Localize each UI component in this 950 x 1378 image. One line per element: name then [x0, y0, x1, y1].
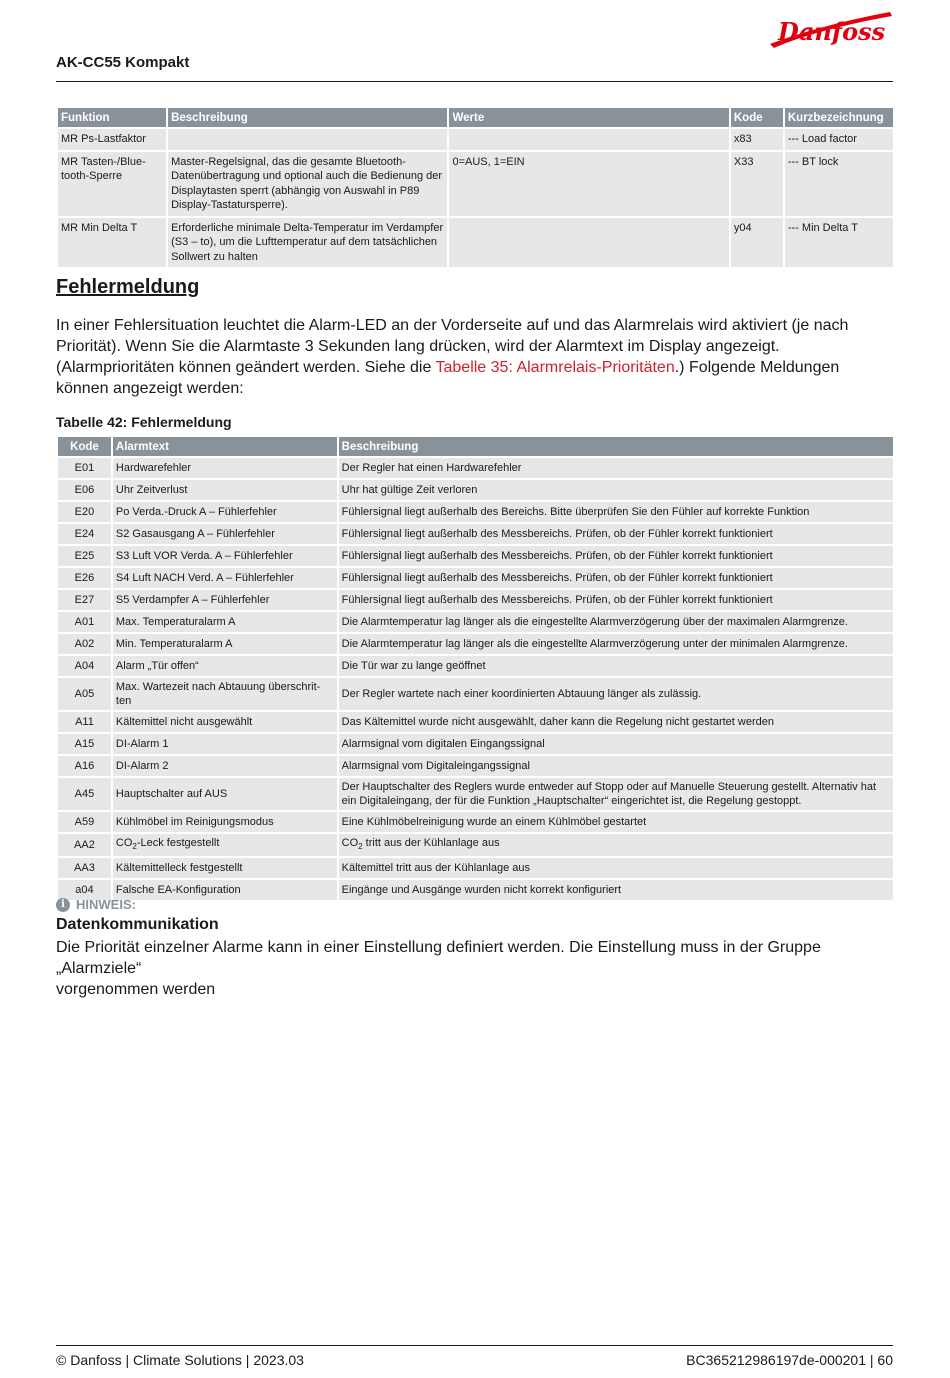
- table-row: [58, 656, 893, 676]
- table-cell: $CO_2$ tritt aus der Kühlanlage aus: [339, 834, 893, 856]
- table-caption: Tabelle 42: Fehlermeldung: [56, 414, 232, 430]
- svg-text:Danfoss: Danfoss: [778, 17, 886, 46]
- info-icon: i: [56, 898, 70, 912]
- table-row: [58, 634, 893, 654]
- table-cell: MR Tasten-/Blue-tooth-Sperre: [58, 152, 166, 216]
- table-cell: Eingänge und Ausgänge wurden nicht korrekt konfiguriert: [339, 880, 893, 900]
- table-row: [58, 756, 893, 776]
- table-cell: S3 Luft VOR Verda. A – Fühlerfehler: [113, 546, 337, 566]
- table-cell: Uhr Zeitverlust: [113, 480, 337, 500]
- table-row: [58, 152, 893, 216]
- column-header: Kode: [731, 108, 783, 127]
- table-cell: A05: [58, 678, 111, 710]
- table-row: [58, 568, 893, 588]
- paragraph-text: In einer Fehlersituation leuchtet die Alarm-LED an der Vorderseite auf und das Alarmrelais wird aktiviert (je nach Priorität). Wenn Sie die Alarmtaste 3 Sekunden lang drücken, wird der Alarmtext im Display angezeigt. (Alarmprioritäten können geändert werden. Siehe die: [56, 317, 849, 376]
- table-cell: E25: [58, 546, 111, 566]
- table-cell: E26: [58, 568, 111, 588]
- table-row: [58, 834, 893, 856]
- table-row: [58, 880, 893, 900]
- table-cell: MR Ps-Lastfaktor: [58, 129, 166, 150]
- table-cell: Kältemittelleck festgestellt: [113, 858, 337, 878]
- table-cell: S2 Gasausgang A – Fühlerfehler: [113, 524, 337, 544]
- column-header: Kurzbezeichnung: [785, 108, 893, 127]
- table-cell: E20: [58, 502, 111, 522]
- table-cell: A02: [58, 634, 111, 654]
- table-cell: A59: [58, 812, 111, 832]
- table-cell: A01: [58, 612, 111, 632]
- note-label-text: HINWEIS:: [76, 897, 136, 912]
- note-label: [56, 897, 136, 912]
- column-header: Funktion: [58, 108, 166, 127]
- table-cell: a04: [58, 880, 111, 900]
- table-row: [58, 778, 893, 810]
- table-cell: AA2: [58, 834, 111, 856]
- table-cell: Hauptschalter auf AUS: [113, 778, 337, 810]
- table-cell: $CO_2$-Leck festgestellt: [113, 834, 337, 856]
- parameter-table-header: [58, 108, 893, 127]
- header-rule: [56, 81, 893, 82]
- table-row: [58, 458, 893, 478]
- table-cell: Max. Temperaturalarm A: [113, 612, 337, 632]
- table-row: [58, 734, 893, 754]
- table-cell: Min. Temperaturalarm A: [113, 634, 337, 654]
- table-cell: Die Alarmtemperatur lag länger als die eingestellte Alarmverzögerung unter der minimalen Alarmgrenze.: [339, 634, 893, 654]
- table-cell: DI-Alarm 2: [113, 756, 337, 776]
- column-header: Werte: [449, 108, 728, 127]
- note-text: [56, 937, 876, 1000]
- note-title: Datenkommunikation: [56, 916, 219, 933]
- table-cell: Der Hauptschalter des Reglers wurde entweder auf Stopp oder auf Manuelle Steuerung gestellt. Alternativ hat ein Digitaleingang, der für die Funktion „Hauptschalter“ eingerichtet ist, die Regelung gestoppt.: [339, 778, 893, 810]
- table-cell: Fühlersignal liegt außerhalb des Messbereichs. Prüfen, ob der Fühler korrekt funktioniert: [339, 524, 893, 544]
- table-cell: Kühlmöbel im Reinigungsmodus: [113, 812, 337, 832]
- table-cell: Kältemittel nicht ausgewählt: [113, 712, 337, 732]
- table-cell: E06: [58, 480, 111, 500]
- table-cell: Das Kältemittel wurde nicht ausgewählt, daher kann die Regelung nicht gestartet werden: [339, 712, 893, 732]
- table-cell: S5 Verdampfer A – Fühlerfehler: [113, 590, 337, 610]
- table-cell: Hardwarefehler: [113, 458, 337, 478]
- table-cell: Master-Regelsignal, das die gesamte Bluetooth-Datenübertragung und optional auch die Bedienung der Displaytasten sperrt (abhängig von Auswahl in P89 Display-Tastatursperre).: [168, 152, 447, 216]
- parameter-table: [56, 106, 895, 269]
- table-cell: [449, 129, 728, 150]
- table-cell: Alarm „Tür offen“: [113, 656, 337, 676]
- table-row: [58, 502, 893, 522]
- table-cell: A16: [58, 756, 111, 776]
- paragraph-text: .) Folgende Meldungen können angezeigt werden:: [56, 359, 840, 397]
- error-table-header: [58, 437, 893, 456]
- table-cell: Falsche EA-Konfiguration: [113, 880, 337, 900]
- table-cell: Po Verda.-Druck A – Fühlerfehler: [113, 502, 337, 522]
- table-cell: --- BT lock: [785, 152, 893, 216]
- table-cell: --- Min Delta T: [785, 218, 893, 268]
- table-cell: Alarmsignal vom Digitaleingangssignal: [339, 756, 893, 776]
- table-row: [58, 678, 893, 710]
- table-cell: 0=AUS, 1=EIN: [449, 152, 728, 216]
- table-cell: [168, 129, 447, 150]
- table-cell: Kältemittel tritt aus der Kühlanlage aus: [339, 858, 893, 878]
- table-cell: Der Regler hat einen Hardwarefehler: [339, 458, 893, 478]
- table-cell: Alarmsignal vom digitalen Eingangssignal: [339, 734, 893, 754]
- column-header: Alarmtext: [113, 437, 337, 456]
- table-cell: E01: [58, 458, 111, 478]
- table-cell: Fühlersignal liegt außerhalb des Messbereichs. Prüfen, ob der Fühler korrekt funktioniert: [339, 546, 893, 566]
- column-header: Beschreibung: [339, 437, 893, 456]
- table-cell: Fühlersignal liegt außerhalb des Messbereichs. Prüfen, ob der Fühler korrekt funktioniert: [339, 568, 893, 588]
- table-cell: x83: [731, 129, 783, 150]
- table-row: [58, 812, 893, 832]
- table-row: [58, 858, 893, 878]
- danfoss-logo: [766, 4, 894, 54]
- section-title: Fehlermeldung: [56, 276, 200, 298]
- table-cell: Der Regler wartete nach einer koordinierten Abtauung länger als zulässig.: [339, 678, 893, 710]
- footer-document-id: BC365212986197de-000201 | 60: [686, 1352, 893, 1368]
- table-cell: Max. Wartezeit nach Abtauung überschrit-ten: [113, 678, 337, 710]
- table-cell: E27: [58, 590, 111, 610]
- table-cell: Die Alarmtemperatur lag länger als die eingestellte Alarmverzögerung über der maximalen Alarmgrenze.: [339, 612, 893, 632]
- table-row: [58, 218, 893, 268]
- table-cell: MR Min Delta T: [58, 218, 166, 268]
- table-cell: AA3: [58, 858, 111, 878]
- table-row: [58, 590, 893, 610]
- table-cell: Uhr hat gültige Zeit verloren: [339, 480, 893, 500]
- table-cell: Die Tür war zu lange geöffnet: [339, 656, 893, 676]
- intro-paragraph: [56, 315, 886, 399]
- table-cell: Erforderliche minimale Delta-Temperatur im Verdampfer (S3 – to), um die Lufttemperatur auf dem tatsächlichen Sollwert zu halten: [168, 218, 447, 268]
- footer-rule: [56, 1345, 893, 1346]
- column-header: Beschreibung: [168, 108, 447, 127]
- table-cell: A15: [58, 734, 111, 754]
- table-row: [58, 129, 893, 150]
- column-header: Kode: [58, 437, 111, 456]
- table-cell: E24: [58, 524, 111, 544]
- document-title: AK-CC55 Kompakt: [56, 54, 190, 71]
- table-cell: Eine Kühlmöbelreinigung wurde an einem Kühlmöbel gestartet: [339, 812, 893, 832]
- table-row: [58, 712, 893, 732]
- table-cell: y04: [731, 218, 783, 268]
- table-cell: S4 Luft NACH Verd. A – Fühlerfehler: [113, 568, 337, 588]
- table-row: [58, 612, 893, 632]
- table-row: [58, 546, 893, 566]
- table-cell: --- Load factor: [785, 129, 893, 150]
- table-cell: Fühlersignal liegt außerhalb des Messbereichs. Prüfen, ob der Fühler korrekt funktioniert: [339, 590, 893, 610]
- table-row: [58, 524, 893, 544]
- table-row: [58, 480, 893, 500]
- table-cell: A11: [58, 712, 111, 732]
- table-cell: X33: [731, 152, 783, 216]
- error-table: [56, 435, 895, 902]
- note-line: vorgenommen werden: [56, 981, 216, 998]
- table-cell: Fühlersignal liegt außerhalb des Bereichs. Bitte überprüfen Sie den Fühler auf korrekte Funktion: [339, 502, 893, 522]
- footer-copyright: © Danfoss | Climate Solutions | 2023.03: [56, 1352, 304, 1368]
- table-cell: [449, 218, 728, 268]
- table-cell: A04: [58, 656, 111, 676]
- note-line: Die Priorität einzelner Alarme kann in einer Einstellung definiert werden. Die Einstellung muss in der Gruppe „Alarmziele“: [56, 939, 821, 977]
- table-cell: DI-Alarm 1: [113, 734, 337, 754]
- table-cell: A45: [58, 778, 111, 810]
- table-reference-link[interactable]: Tabelle 35: Alarmrelais-Prioritäten: [435, 359, 675, 376]
